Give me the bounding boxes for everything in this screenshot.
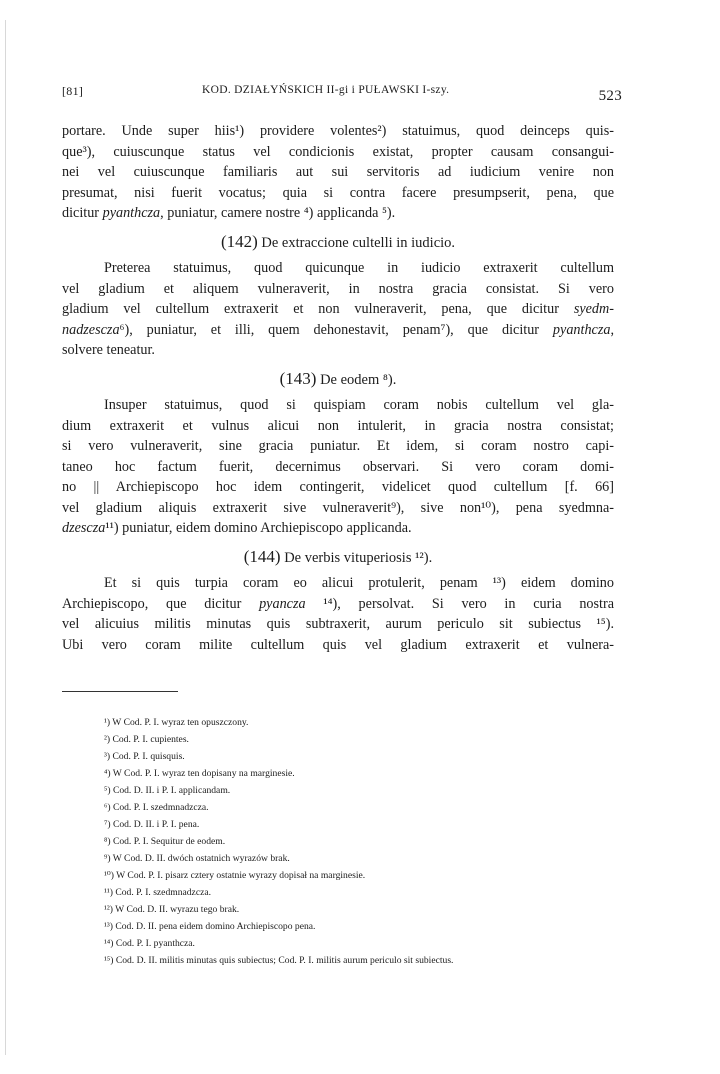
text-line: Preterea statuimus, quod quicunque in iudicio extraxerit cultellum [104,260,614,276]
footnote: ¹³) Cod. D. II. pena eidem domino Archiepiscopo pena. [104,921,316,932]
footnote: ³) Cod. P. I. quisquis. [104,751,185,762]
text-line: que³), cuiuscunque status vel condicionis existat, propter causam consangui- [62,143,614,160]
footnote: ⁵) Cod. D. II. i P. I. applicandam. [104,785,231,796]
text-line: vel gladium aliquis extraxerit sive vulneraverit⁹), sive non¹⁰), pena syedmna- [62,499,614,516]
article-heading-144 [62,547,614,568]
running-title: KOD. DZIAŁYŃSKICH II-gi i PUŁAWSKI I-szy. [202,84,450,96]
footnote: ⁹) W Cod. D. II. dwóch ostatnich wyrazów brak. [104,853,290,864]
footnote: ¹⁵) Cod. D. II. militis minutas quis subiectus; Cod. P. I. militis aurum periculo sit subiectus. [104,955,454,966]
text-line: solvere teneatur. [62,342,155,358]
text-line: taneo hoc factum fuerit, decernimus observari. Si vero coram domi- [62,458,614,475]
footnote-rule [62,691,178,692]
article-title: De verbis vituperiosis ¹²). [280,549,433,566]
text-line: si vero vulneraverit, sine gracia puniatur. Et idem, si coram nostro capi- [62,438,614,454]
footnote: ¹) W Cod. P. I. wyraz ten opuszczony. [104,717,249,728]
text-run: ¹¹) puniatur, eidem domino Archiepiscopo applicanda. [105,520,412,536]
text-line [62,299,614,320]
footnotes [104,714,614,969]
text-line [62,203,614,224]
text-line: dium extraxerit et vulnus alicui non intulerit, in gracia nostra consistat; [62,417,614,434]
text-line: no || Archiepiscopo hoc idem contingerit, videlicet quod cultellum [f. 66] [62,479,614,495]
text-line [62,320,614,341]
article-number: (143) [279,368,317,388]
page-number: 523 [598,88,622,104]
text-line: nei vel cuiuscunque familiaris aut sui servitoris ad iudicium venire non [62,164,614,180]
text-run: gladium vel cultellum extraxerit et non vulneraverit, pena, que dicitur [62,301,574,317]
text-run: dicitur [62,205,103,221]
footnote: ⁸) Cod. P. I. Sequitur de eodem. [104,836,226,847]
text-line: Insuper statuimus, quod si quispiam coram nobis cultellum vel gla- [104,397,614,413]
italic-term: nadzescza [62,321,120,338]
text-line: Et si quis turpia coram eo alicui protulerit, penam ¹³) eidem domino [104,575,614,591]
footnote: ¹²) W Cod. D. II. wyrazu tego brak. [104,904,240,915]
text-line: Ubi vero coram milite cultellum quis vel gladium extraxerit et vulnera- [62,636,614,653]
footnote: ⁷) Cod. D. II. i P. I. pena. [104,819,200,830]
text-line: presumat, nisi fuerit vocatus; quia si contra facere presumpserit, pena, que [62,184,614,201]
footnote: ¹¹) Cod. P. I. szedmnadzcza. [104,887,211,898]
text-run: ⁶), puniatur, et illi, quem dehonestavit, penam⁷), que dicitur [119,321,553,338]
article-number: (142) [220,231,258,251]
article-number: (144) [243,546,281,566]
italic-term: dzescza [62,520,106,536]
footnote: ²) Cod. P. I. cupientes. [104,734,189,745]
footnote: ⁴) W Cod. P. I. wyraz ten dopisany na marginesie. [104,768,295,779]
footnote: ¹⁰) W Cod. P. I. pisarz cztery ostatnie wyrazy dopisał na marginesie. [104,870,366,881]
article-heading-143 [62,369,614,390]
text-run: , puniatur, camere nostre ⁴) applicanda ⁵). [160,205,396,221]
article-title: De eodem ⁸). [316,371,397,388]
italic-term: syedm- [573,301,614,317]
text-line: vel gladium et aliquem vulneraverit, in nostra gracia consistat. Si vero [62,280,614,297]
section-marker: [81] [62,84,84,98]
text-line: vel alicuius militis minutas quis subtraxerit, aurum periculo sit subiectus ¹⁵). [62,616,614,632]
text-line [62,594,614,615]
running-header [62,84,622,108]
text-run: Archiepiscopo, que dicitur [62,595,260,612]
italic-term: pyancza [259,595,306,612]
article-heading-142 [62,232,614,253]
text-run: ¹⁴), persolvat. Si vero in curia nostra [305,595,614,612]
text-run: , [610,321,614,338]
text-line: portare. Unde super hiis¹) providere volentes²) statuimus, quod deinceps quis- [62,123,614,139]
footnote: ⁶) Cod. P. I. szedmnadzcza. [104,802,209,813]
main-text [62,121,614,655]
italic-term: pyanthcza [552,321,611,338]
page-edge-line [5,20,6,1055]
text-line [62,518,614,539]
article-title: De extraccione cultelli in iudicio. [257,234,456,251]
footnote: ¹⁴) Cod. P. I. pyanthcza. [104,938,195,949]
italic-term: pyanthcza [102,205,161,221]
